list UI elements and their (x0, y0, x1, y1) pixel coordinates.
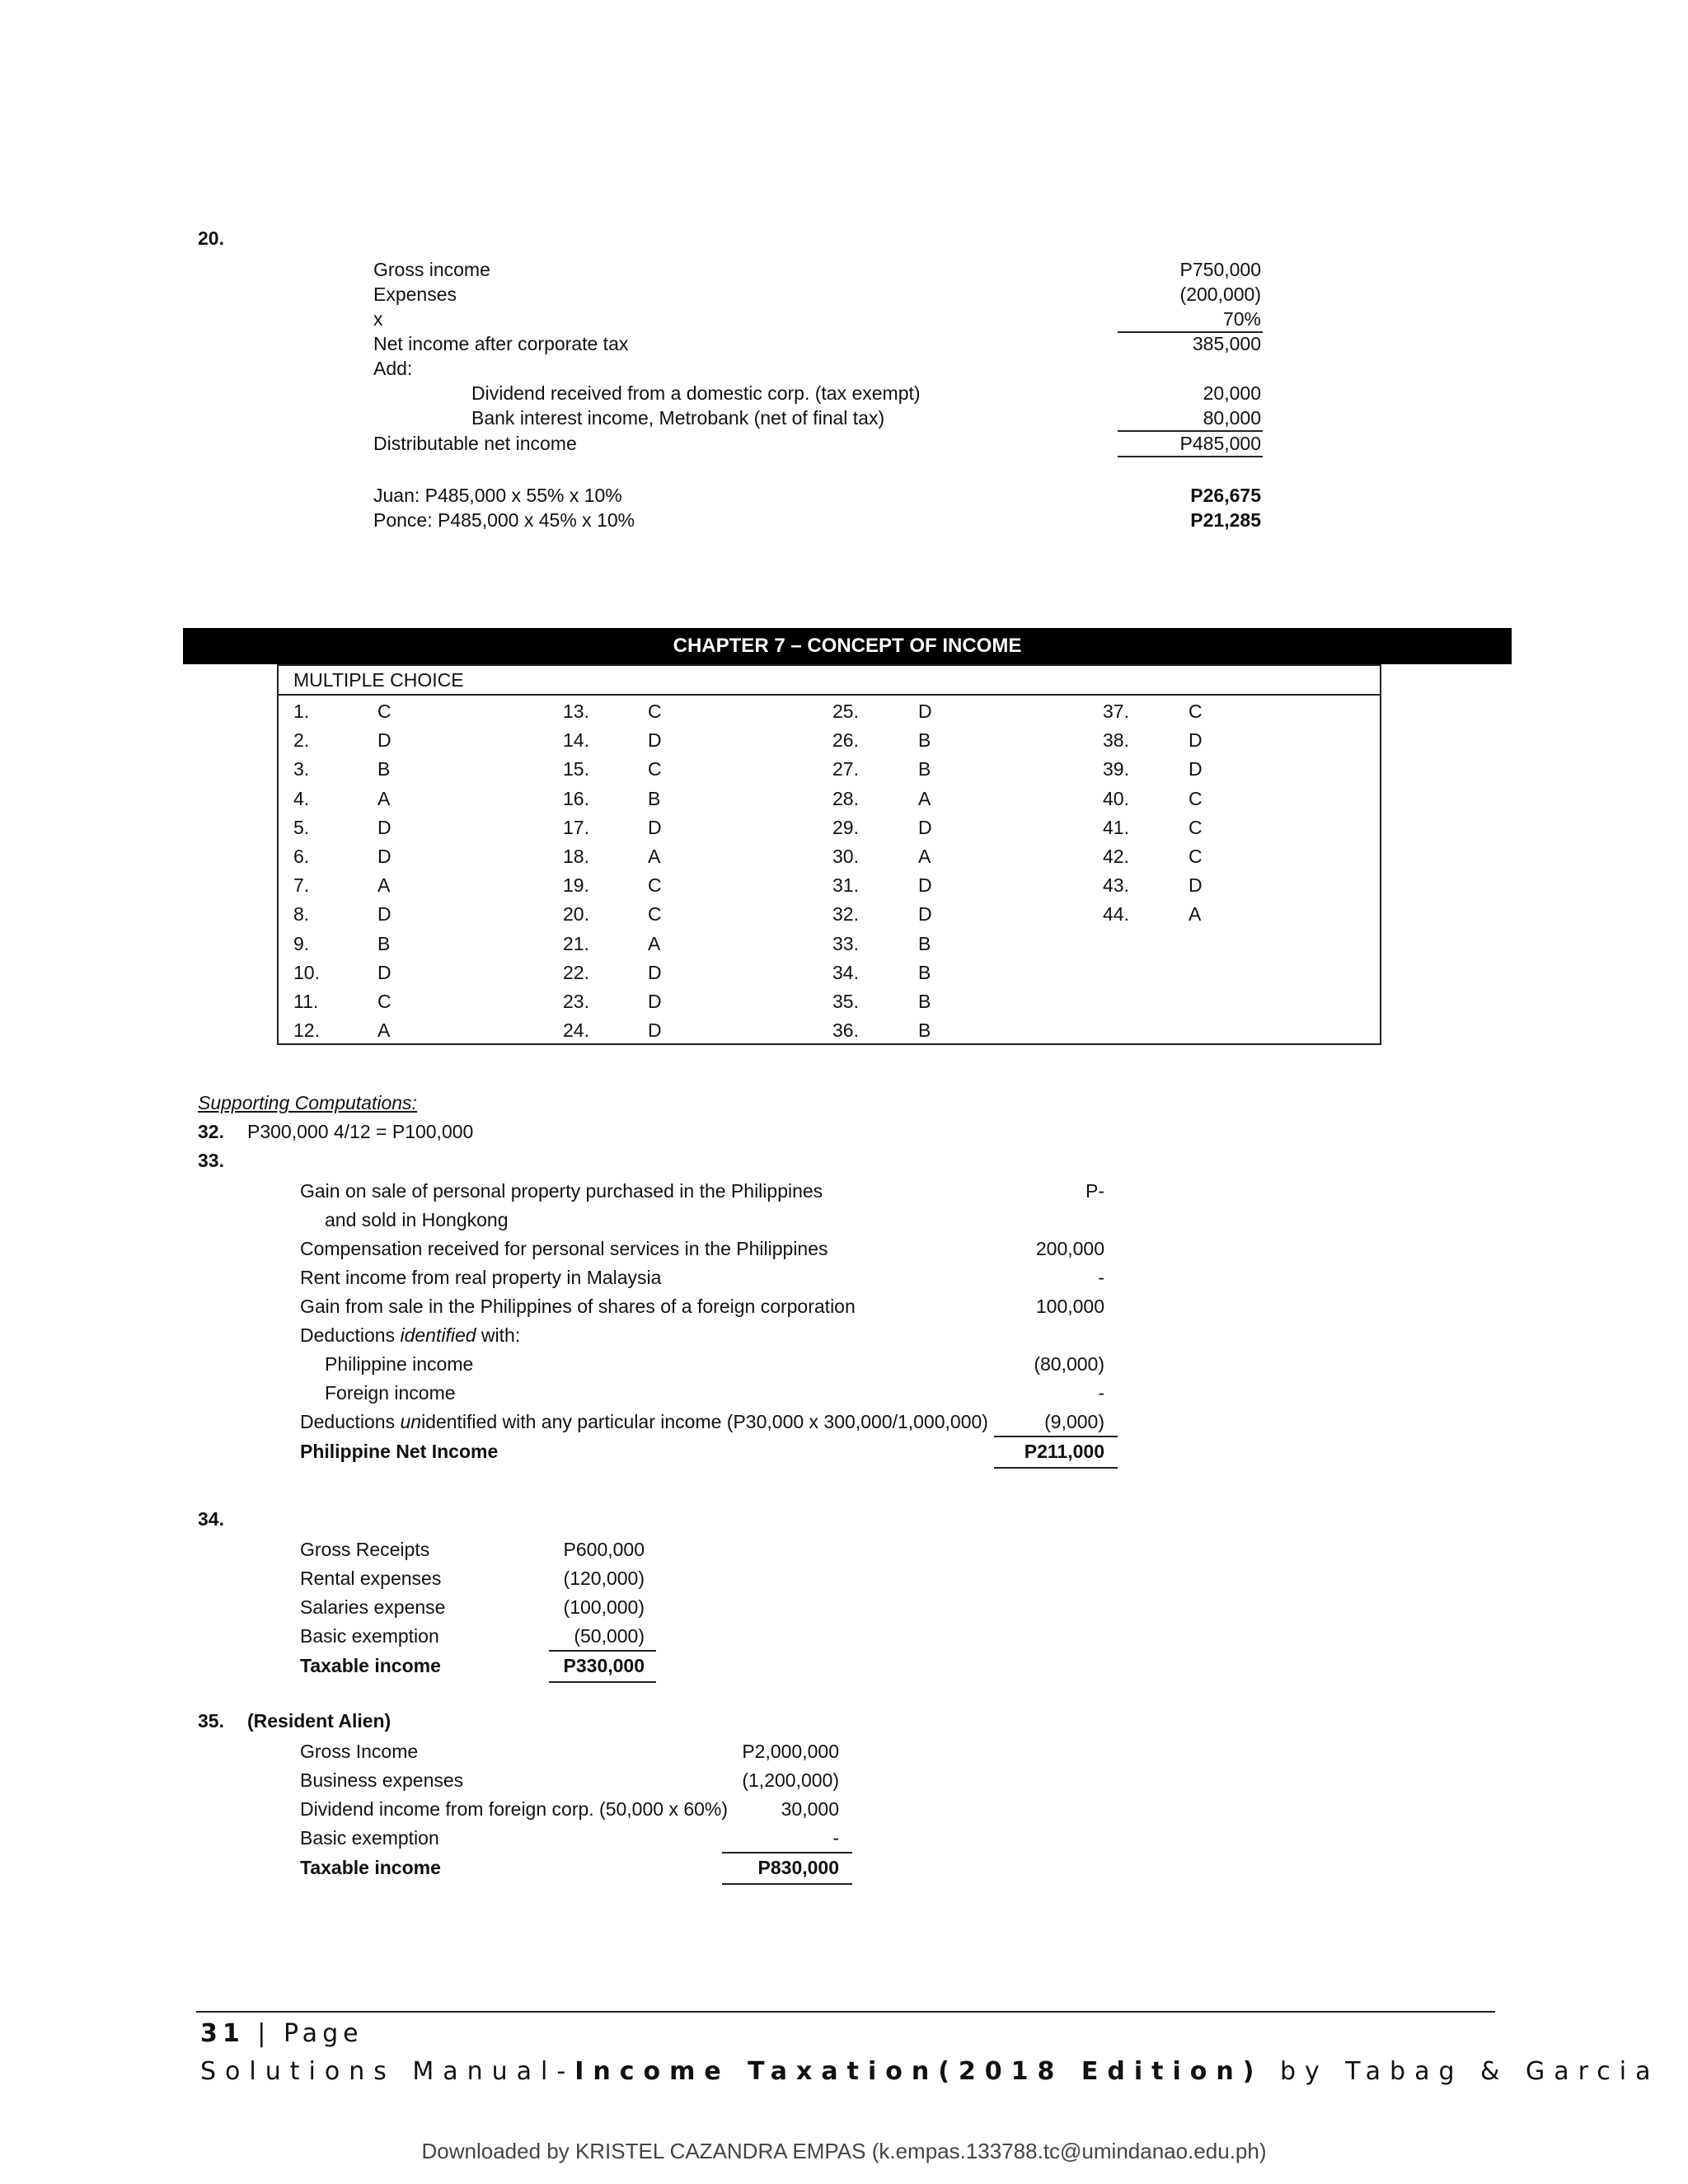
answer-number: 8. (293, 903, 310, 926)
answer-letter: B (377, 932, 391, 954)
q20-amount-distributable: P485,000 (1179, 433, 1261, 454)
q34-label-salaries: Salaries expense (300, 1596, 446, 1618)
answer-letter: C (1189, 701, 1203, 722)
q33-amount-compensation: 200,000 (1035, 1238, 1104, 1259)
q33-label-deductions-identified (300, 1321, 520, 1349)
answer-number: 24. (563, 1019, 589, 1042)
answer-number: 11. (293, 991, 319, 1012)
answer-number: 31. (832, 874, 859, 897)
answer-number: 34. (832, 961, 859, 983)
answer-letter: D (648, 816, 662, 838)
answer-number: 18. (563, 846, 589, 867)
answer-number: 14. (563, 729, 589, 752)
answer-letter: B (918, 932, 931, 954)
q20-label-distributable: Distributable net income (373, 433, 577, 454)
q35-label-business-expenses: Business expenses (300, 1769, 464, 1791)
answer-letter: C (377, 991, 392, 1012)
answer-letter: A (377, 787, 391, 809)
answer-number: 40. (1103, 787, 1129, 809)
q20-label-gross-income: Gross income (373, 259, 490, 280)
answer-number: 42. (1103, 846, 1129, 867)
answer-number: 16. (563, 787, 589, 809)
answer-letter: B (918, 758, 931, 780)
answer-letter: D (918, 874, 932, 897)
answer-letter: C (1189, 846, 1203, 867)
supporting-heading: Supporting Computations: (198, 1092, 417, 1113)
q20-share-ponce-label: Ponce: P485,000 x 45% x 10% (373, 509, 635, 531)
q35-amount-taxable-income: P830,000 (757, 1857, 839, 1878)
q33-amount-net-income: P211,000 (1024, 1441, 1104, 1462)
footer-title-pre: Solutions Manual- (200, 2057, 575, 2086)
answer-letter: D (648, 729, 662, 752)
answer-letter: B (377, 758, 391, 780)
q33-deductions-unidentified-pre: Deductions (300, 1411, 401, 1432)
answer-number: 23. (563, 991, 589, 1012)
footer-page-word: | Page (257, 2019, 363, 2048)
answer-letter: D (377, 816, 392, 838)
q35-amount-basic-exemption: - (832, 1827, 839, 1849)
q33-amount-philippine-income: (80,000) (1034, 1353, 1104, 1375)
q33-deductions-unidentified-post: identified with any particular income (P30,000 x 300,000/1,000,000) (421, 1411, 988, 1432)
q20-amount-dividend: 20,000 (1203, 382, 1261, 404)
q34-amount-gross-receipts: P600,000 (563, 1539, 645, 1560)
q33-deductions-identified-em: identified (400, 1324, 476, 1346)
answer-number: 13. (563, 701, 589, 722)
q34-amount-salaries: (100,000) (563, 1596, 645, 1618)
question-number-32: 32. (198, 1121, 224, 1142)
answer-number: 6. (293, 846, 310, 867)
chapter-title-bar: CHAPTER 7 – CONCEPT OF INCOME (183, 628, 1512, 664)
q34-amount-basic-exemption: (50,000) (574, 1625, 645, 1647)
q35-label-basic-exemption: Basic exemption (300, 1827, 439, 1849)
answer-letter: D (377, 961, 392, 983)
answer-letter: A (1189, 903, 1202, 926)
answer-letter: C (648, 903, 662, 926)
q33-deductions-unidentified-em: un (400, 1411, 422, 1432)
q20-share-juan-amount: P26,675 (1190, 485, 1261, 506)
q35-label-gross-income: Gross Income (300, 1741, 419, 1762)
answer-number: 26. (832, 729, 859, 752)
answer-number: 7. (293, 874, 310, 897)
answer-letter: D (1189, 729, 1203, 752)
q20-label-x: x (373, 308, 383, 330)
answer-letter: C (1189, 816, 1203, 838)
q35-amount-dividend-income: 30,000 (781, 1798, 839, 1820)
q33-deductions-identified-pre: Deductions (300, 1324, 401, 1346)
answer-letter: A (918, 846, 931, 867)
answer-number: 36. (832, 1019, 859, 1042)
answer-letter: B (918, 961, 931, 983)
q34-label-rental-expenses: Rental expenses (300, 1568, 442, 1589)
q34-label-basic-exemption: Basic exemption (300, 1625, 439, 1647)
answer-number: 39. (1103, 758, 1129, 780)
q20-label-add: Add: (373, 358, 413, 379)
answer-letter: D (648, 1019, 662, 1042)
answer-number: 3. (293, 758, 310, 780)
answer-number: 22. (563, 961, 589, 983)
q33-deductions-identified-post: with: (476, 1324, 521, 1346)
answer-letter: B (918, 991, 931, 1012)
q33-label-gain-shares: Gain from sale in the Philippines of shares of a foreign corporation (300, 1296, 856, 1317)
answer-number: 43. (1103, 874, 1129, 897)
footer-page-number-value: 31 (200, 2019, 245, 2048)
answer-letter: D (1189, 758, 1203, 780)
answer-letter: B (918, 1019, 931, 1042)
answer-letter: C (648, 701, 662, 722)
answer-number: 9. (293, 932, 310, 954)
answer-letter: D (377, 903, 392, 926)
answer-number: 44. (1103, 903, 1129, 926)
answer-letter: D (648, 961, 662, 983)
q32-computation: P300,000 4/12 = P100,000 (247, 1121, 474, 1142)
answer-number: 5. (293, 816, 310, 838)
answer-number: 32. (832, 903, 859, 926)
q20-label-expenses: Expenses (373, 284, 457, 305)
answer-letter: A (648, 932, 661, 954)
answer-letter: D (1189, 874, 1203, 897)
answer-number: 41. (1103, 816, 1129, 838)
q35-title: (Resident Alien) (247, 1710, 392, 1732)
footer-title-post: by Tabag & Garcia (1263, 2057, 1660, 2086)
answer-number: 25. (832, 701, 859, 722)
answer-number: 10. (293, 961, 320, 983)
footer-page-number (200, 2019, 363, 2048)
q34-amount-taxable-income: P330,000 (563, 1655, 645, 1676)
question-number-34: 34. (198, 1508, 224, 1530)
answer-number: 37. (1103, 701, 1129, 722)
answer-number: 28. (832, 787, 859, 809)
q20-share-ponce-amount: P21,285 (1190, 509, 1261, 531)
answer-number: 20. (563, 903, 589, 926)
q33-label-compensation: Compensation received for personal services in the Philippines (300, 1238, 828, 1259)
answer-letter: C (1189, 787, 1203, 809)
q33-amount-foreign-income: - (1098, 1382, 1104, 1404)
answer-letter: D (918, 903, 932, 926)
answer-letter: D (918, 816, 932, 838)
q33-total-underline (994, 1467, 1118, 1469)
answer-letter: C (648, 874, 662, 897)
answer-letter: A (377, 874, 391, 897)
q33-amount-gain-personal-property: P- (1085, 1180, 1104, 1202)
q33-label-sold-hongkong: and sold in Hongkong (325, 1209, 509, 1230)
q20-label-net-income: Net income after corporate tax (373, 333, 629, 354)
answer-number: 38. (1103, 729, 1129, 752)
answer-number: 15. (563, 758, 589, 780)
q34-amount-rental-expenses: (120,000) (563, 1568, 645, 1589)
answer-number: 17. (563, 816, 589, 838)
answer-number: 35. (832, 991, 859, 1012)
q33-label-philippine-income: Philippine income (325, 1353, 474, 1375)
q35-label-dividend-income: Dividend income from foreign corp. (50,000 x 60%) (300, 1798, 729, 1820)
q35-total-underline (722, 1883, 852, 1885)
q33-amount-deductions-unidentified: (9,000) (1044, 1411, 1104, 1432)
q34-label-gross-receipts: Gross Receipts (300, 1539, 430, 1560)
q33-label-foreign-income: Foreign income (325, 1382, 456, 1404)
answer-number: 2. (293, 729, 310, 752)
answer-letter: C (377, 701, 392, 722)
answer-letter: C (648, 758, 662, 780)
question-number-20: 20. (198, 227, 224, 249)
q33-label-deductions-unidentified (300, 1408, 988, 1436)
answer-number: 21. (563, 932, 589, 954)
q33-amount-gain-shares: 100,000 (1035, 1296, 1104, 1317)
answer-number: 30. (832, 846, 859, 867)
answer-letter: D (377, 846, 392, 867)
q20-amount-bank-interest: 80,000 (1203, 407, 1261, 429)
q20-amount-net-income: 385,000 (1192, 333, 1261, 354)
q20-amount-gross-income: P750,000 (1179, 259, 1261, 280)
answer-letter: D (377, 729, 392, 752)
answer-letter: A (377, 1019, 391, 1042)
footer-title-bold: Income Taxation(2018 Edition) (574, 2057, 1264, 2086)
answer-number: 1. (293, 701, 310, 722)
multiple-choice-table (277, 664, 1381, 1045)
q20-label-dividend: Dividend received from a domestic corp. (tax exempt) (471, 382, 921, 404)
q20-total-underline (1118, 456, 1263, 457)
q34-label-taxable-income: Taxable income (300, 1655, 441, 1676)
q20-share-juan-label: Juan: P485,000 x 55% x 10% (373, 485, 622, 506)
answer-letter: B (918, 729, 931, 752)
answer-letter: D (918, 701, 932, 722)
q34-total-underline (549, 1681, 656, 1683)
answer-letter: B (648, 787, 661, 809)
answer-number: 12. (293, 1019, 320, 1042)
answer-number: 27. (832, 758, 859, 780)
footer-book-title (200, 2057, 1660, 2086)
q33-label-gain-personal-property: Gain on sale of personal property purchased in the Philippines (300, 1180, 823, 1202)
q35-amount-business-expenses: (1,200,000) (742, 1769, 839, 1791)
download-notice: Downloaded by KRISTEL CAZANDRA EMPAS (k.empas.133788.tc@umindanao.edu.ph) (421, 2139, 1267, 2163)
answer-number: 19. (563, 874, 589, 897)
answer-number: 29. (832, 816, 859, 838)
q33-label-rent-income: Rent income from real property in Malaysia (300, 1267, 662, 1288)
q20-label-bank-interest: Bank interest income, Metrobank (net of final tax) (471, 407, 885, 429)
q33-amount-rent-income: - (1098, 1267, 1104, 1288)
q35-amount-gross-income: P2,000,000 (742, 1741, 839, 1762)
question-number-35: 35. (198, 1710, 224, 1732)
q33-label-net-income: Philippine Net Income (300, 1441, 499, 1462)
question-number-33: 33. (198, 1150, 224, 1171)
multiple-choice-header: MULTIPLE CHOICE (279, 666, 1380, 696)
answer-letter: D (648, 991, 662, 1012)
q20-amount-rate: 70% (1222, 308, 1261, 330)
q20-amount-expenses: (200,000) (1179, 284, 1261, 305)
footer-rule (196, 2011, 1495, 2013)
answer-letter: A (918, 787, 931, 809)
answer-number: 33. (832, 932, 859, 954)
answer-letter: A (648, 846, 661, 867)
q35-label-taxable-income: Taxable income (300, 1857, 441, 1878)
answer-number: 4. (293, 787, 310, 809)
